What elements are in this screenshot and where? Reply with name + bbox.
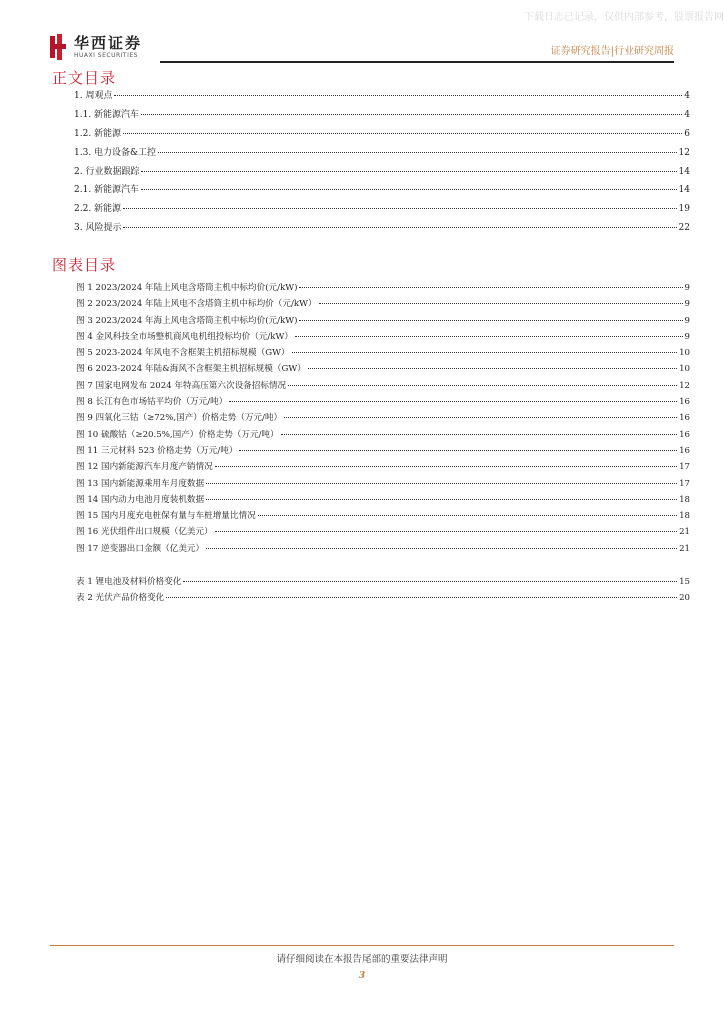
- toc-entry-label: 2.2. 新能源: [74, 204, 122, 215]
- dot-leader: [166, 597, 677, 598]
- dot-leader: [158, 152, 677, 153]
- toc-entry-page: 10: [679, 364, 690, 375]
- toc-entry-page: 16: [679, 397, 690, 408]
- toc-entry-label: 图 9 四氧化三钴（≥72%,国产）价格走势（万元/吨）: [76, 413, 283, 424]
- dot-leader: [215, 531, 677, 532]
- toc-entry-page: 4: [684, 91, 690, 101]
- toc-entry[interactable]: [76, 542, 690, 558]
- dot-leader: [292, 352, 678, 353]
- toc-entry-label: 图 12 国内新能源汽车月度产销情况: [76, 462, 213, 473]
- dot-leader: [206, 548, 677, 549]
- toc-entry[interactable]: [76, 525, 690, 541]
- toc-entry-page: 12: [679, 380, 690, 391]
- toc-entry[interactable]: [74, 201, 690, 220]
- toc-entry-label: 图 5 2023-2024 年风电不含框架主机招标规模（GW）: [76, 348, 290, 359]
- toc-entry-page: 16: [679, 413, 690, 424]
- toc-entry-page: 16: [679, 445, 690, 456]
- header-divider: [160, 61, 674, 63]
- toc-entry[interactable]: [76, 330, 690, 346]
- toc-entry-label: 2. 行业数据跟踪: [74, 166, 140, 177]
- dot-leader: [206, 483, 677, 484]
- toc-entry-page: 22: [678, 223, 690, 234]
- toc-entry-label: 2.1. 新能源汽车: [74, 185, 140, 196]
- toc-entry[interactable]: [74, 107, 690, 126]
- brand-name-en: HUAXI SECURITIES: [74, 52, 138, 59]
- toc-entry-page: 10: [679, 348, 690, 359]
- toc-entry-page: 17: [679, 478, 690, 489]
- toc-entry[interactable]: [76, 428, 690, 444]
- dot-leader: [281, 434, 677, 435]
- brand-logo: [50, 34, 142, 60]
- dot-leader: [308, 368, 677, 369]
- figures-title: 图表目录: [52, 256, 117, 274]
- dot-leader: [183, 581, 677, 582]
- toc-entry-page: 6: [684, 128, 690, 139]
- dot-leader: [123, 227, 676, 228]
- toc-entry[interactable]: [74, 220, 690, 239]
- toc-entry[interactable]: [76, 591, 690, 607]
- toc-entry[interactable]: [76, 379, 690, 395]
- toc-entry[interactable]: [74, 164, 690, 183]
- contents-list: [74, 88, 690, 239]
- toc-entry-page: 14: [678, 166, 690, 177]
- dot-leader: [215, 466, 677, 467]
- toc-entry[interactable]: [74, 182, 690, 201]
- toc-entry-label: 图 2 2023/2024 年陆上风电不含塔筒主机中标均价（元/kW）: [76, 299, 317, 310]
- toc-entry-label: 表 2 光伏产品价格变化: [76, 593, 165, 604]
- dot-leader: [141, 114, 682, 115]
- toc-entry-page: 15: [679, 577, 690, 587]
- toc-entry[interactable]: [76, 346, 690, 362]
- toc-entry[interactable]: [74, 88, 690, 107]
- toc-entry-page: 9: [684, 331, 690, 342]
- toc-entry-label: 图 11 三元材料 523 价格走势（万元/吨）: [76, 445, 238, 456]
- toc-entry-page: 4: [684, 109, 690, 120]
- toc-entry-label: 图 1 2023/2024 年陆上风电含塔筒主机中标均价(元/kW): [76, 283, 298, 293]
- toc-entry-label: 图 16 光伏组件出口规模（亿美元）: [76, 527, 213, 538]
- brand-name-cn: 华西证券: [74, 34, 143, 52]
- toc-entry[interactable]: [76, 444, 690, 460]
- toc-entry[interactable]: [76, 281, 690, 297]
- toc-entry-page: 17: [679, 462, 690, 473]
- dot-leader: [141, 189, 677, 190]
- toc-entry-page: 21: [679, 543, 690, 554]
- toc-entry-label: 图 7 国家电网发布 2024 年特高压第六次设备招标情况: [76, 380, 287, 391]
- toc-entry-page: 9: [684, 315, 690, 326]
- dot-leader: [258, 515, 677, 516]
- legal-disclaimer: 请仔细阅读在本报告尾部的重要法律声明: [276, 954, 448, 965]
- dot-leader: [299, 320, 682, 321]
- toc-entry-label: 图 10 硫酸钴（≥20.5%,国产）价格走势（万元/吨）: [76, 429, 279, 440]
- toc-entry-page: 19: [678, 204, 690, 215]
- toc-entry-label: 3. 风险提示: [74, 223, 122, 234]
- dot-leader: [114, 95, 682, 96]
- toc-entry-label: 1.3. 电力设备&工控: [74, 147, 157, 158]
- toc-entry[interactable]: [76, 362, 690, 378]
- toc-entry[interactable]: [76, 509, 690, 525]
- toc-entry-label: 1. 周观点: [74, 91, 113, 101]
- toc-entry-page: 12: [678, 147, 690, 158]
- dot-leader: [206, 499, 677, 500]
- dot-leader: [295, 336, 683, 337]
- dot-leader: [319, 303, 683, 304]
- toc-entry[interactable]: [76, 314, 690, 330]
- dot-leader: [284, 417, 677, 418]
- toc-entry[interactable]: [76, 411, 690, 427]
- toc-entry-label: 图 6 2023-2024 年陆&海风不含框架主机招标规模（GW）: [76, 364, 306, 375]
- toc-entry-label: 图 13 国内新能源乘用车月度数据: [76, 478, 205, 489]
- dot-leader: [123, 208, 677, 209]
- toc-entry[interactable]: [76, 477, 690, 493]
- footer-divider: [50, 945, 674, 946]
- toc-entry[interactable]: [74, 126, 690, 145]
- dot-leader: [141, 171, 676, 172]
- toc-entry[interactable]: [76, 460, 690, 476]
- figures-list: [76, 281, 690, 558]
- toc-entry-page: 9: [684, 299, 690, 310]
- toc-entry-page: 9: [684, 283, 690, 293]
- toc-entry-page: 14: [678, 185, 690, 196]
- toc-entry-label: 1.1. 新能源汽车: [74, 109, 140, 120]
- toc-entry-page: 18: [679, 511, 690, 522]
- toc-entry[interactable]: [74, 145, 690, 164]
- watermark: 下载日志已记录，仅供内部参考，股票报告网: [524, 12, 724, 23]
- toc-entry-label: 图 8 长江有色市场钴平均价（万元/吨）: [76, 397, 228, 408]
- tables-list: [76, 575, 690, 608]
- dot-leader: [123, 133, 682, 134]
- toc-entry-label: 图 4 金风科技全市场整机商风电机组投标均价（元/kW）: [76, 331, 293, 342]
- toc-entry[interactable]: [76, 493, 690, 509]
- toc-entry-page: 16: [679, 429, 690, 440]
- report-type-label: 证券研究报告|行业研究周报: [550, 46, 674, 57]
- dot-leader: [299, 287, 682, 288]
- dot-leader: [239, 450, 677, 451]
- toc-entry-label: 1.2. 新能源: [74, 128, 122, 139]
- toc-entry[interactable]: [76, 297, 690, 313]
- toc-entry-page: 20: [679, 593, 690, 604]
- toc-entry-label: 图 15 国内月度充电桩保有量与车桩增量比情况: [76, 511, 256, 522]
- toc-entry-label: 图 14 国内动力电池月度装机数据: [76, 494, 205, 505]
- toc-entry-page: 21: [679, 527, 690, 538]
- toc-entry-label: 图 3 2023/2024 年海上风电含塔筒主机中标均价(元/kW): [76, 315, 298, 326]
- toc-entry-page: 18: [679, 494, 690, 505]
- toc-entry-label: 表 1 锂电池及材料价格变化: [76, 577, 182, 587]
- contents-title: 正文目录: [52, 69, 117, 87]
- page-number: 3: [358, 971, 366, 981]
- toc-entry[interactable]: [76, 575, 690, 591]
- toc-entry-label: 图 17 逆变器出口金额（亿美元）: [76, 543, 205, 554]
- dot-leader: [229, 401, 677, 402]
- dot-leader: [288, 385, 677, 386]
- toc-entry[interactable]: [76, 395, 690, 411]
- brand-logo-icon: [50, 34, 68, 60]
